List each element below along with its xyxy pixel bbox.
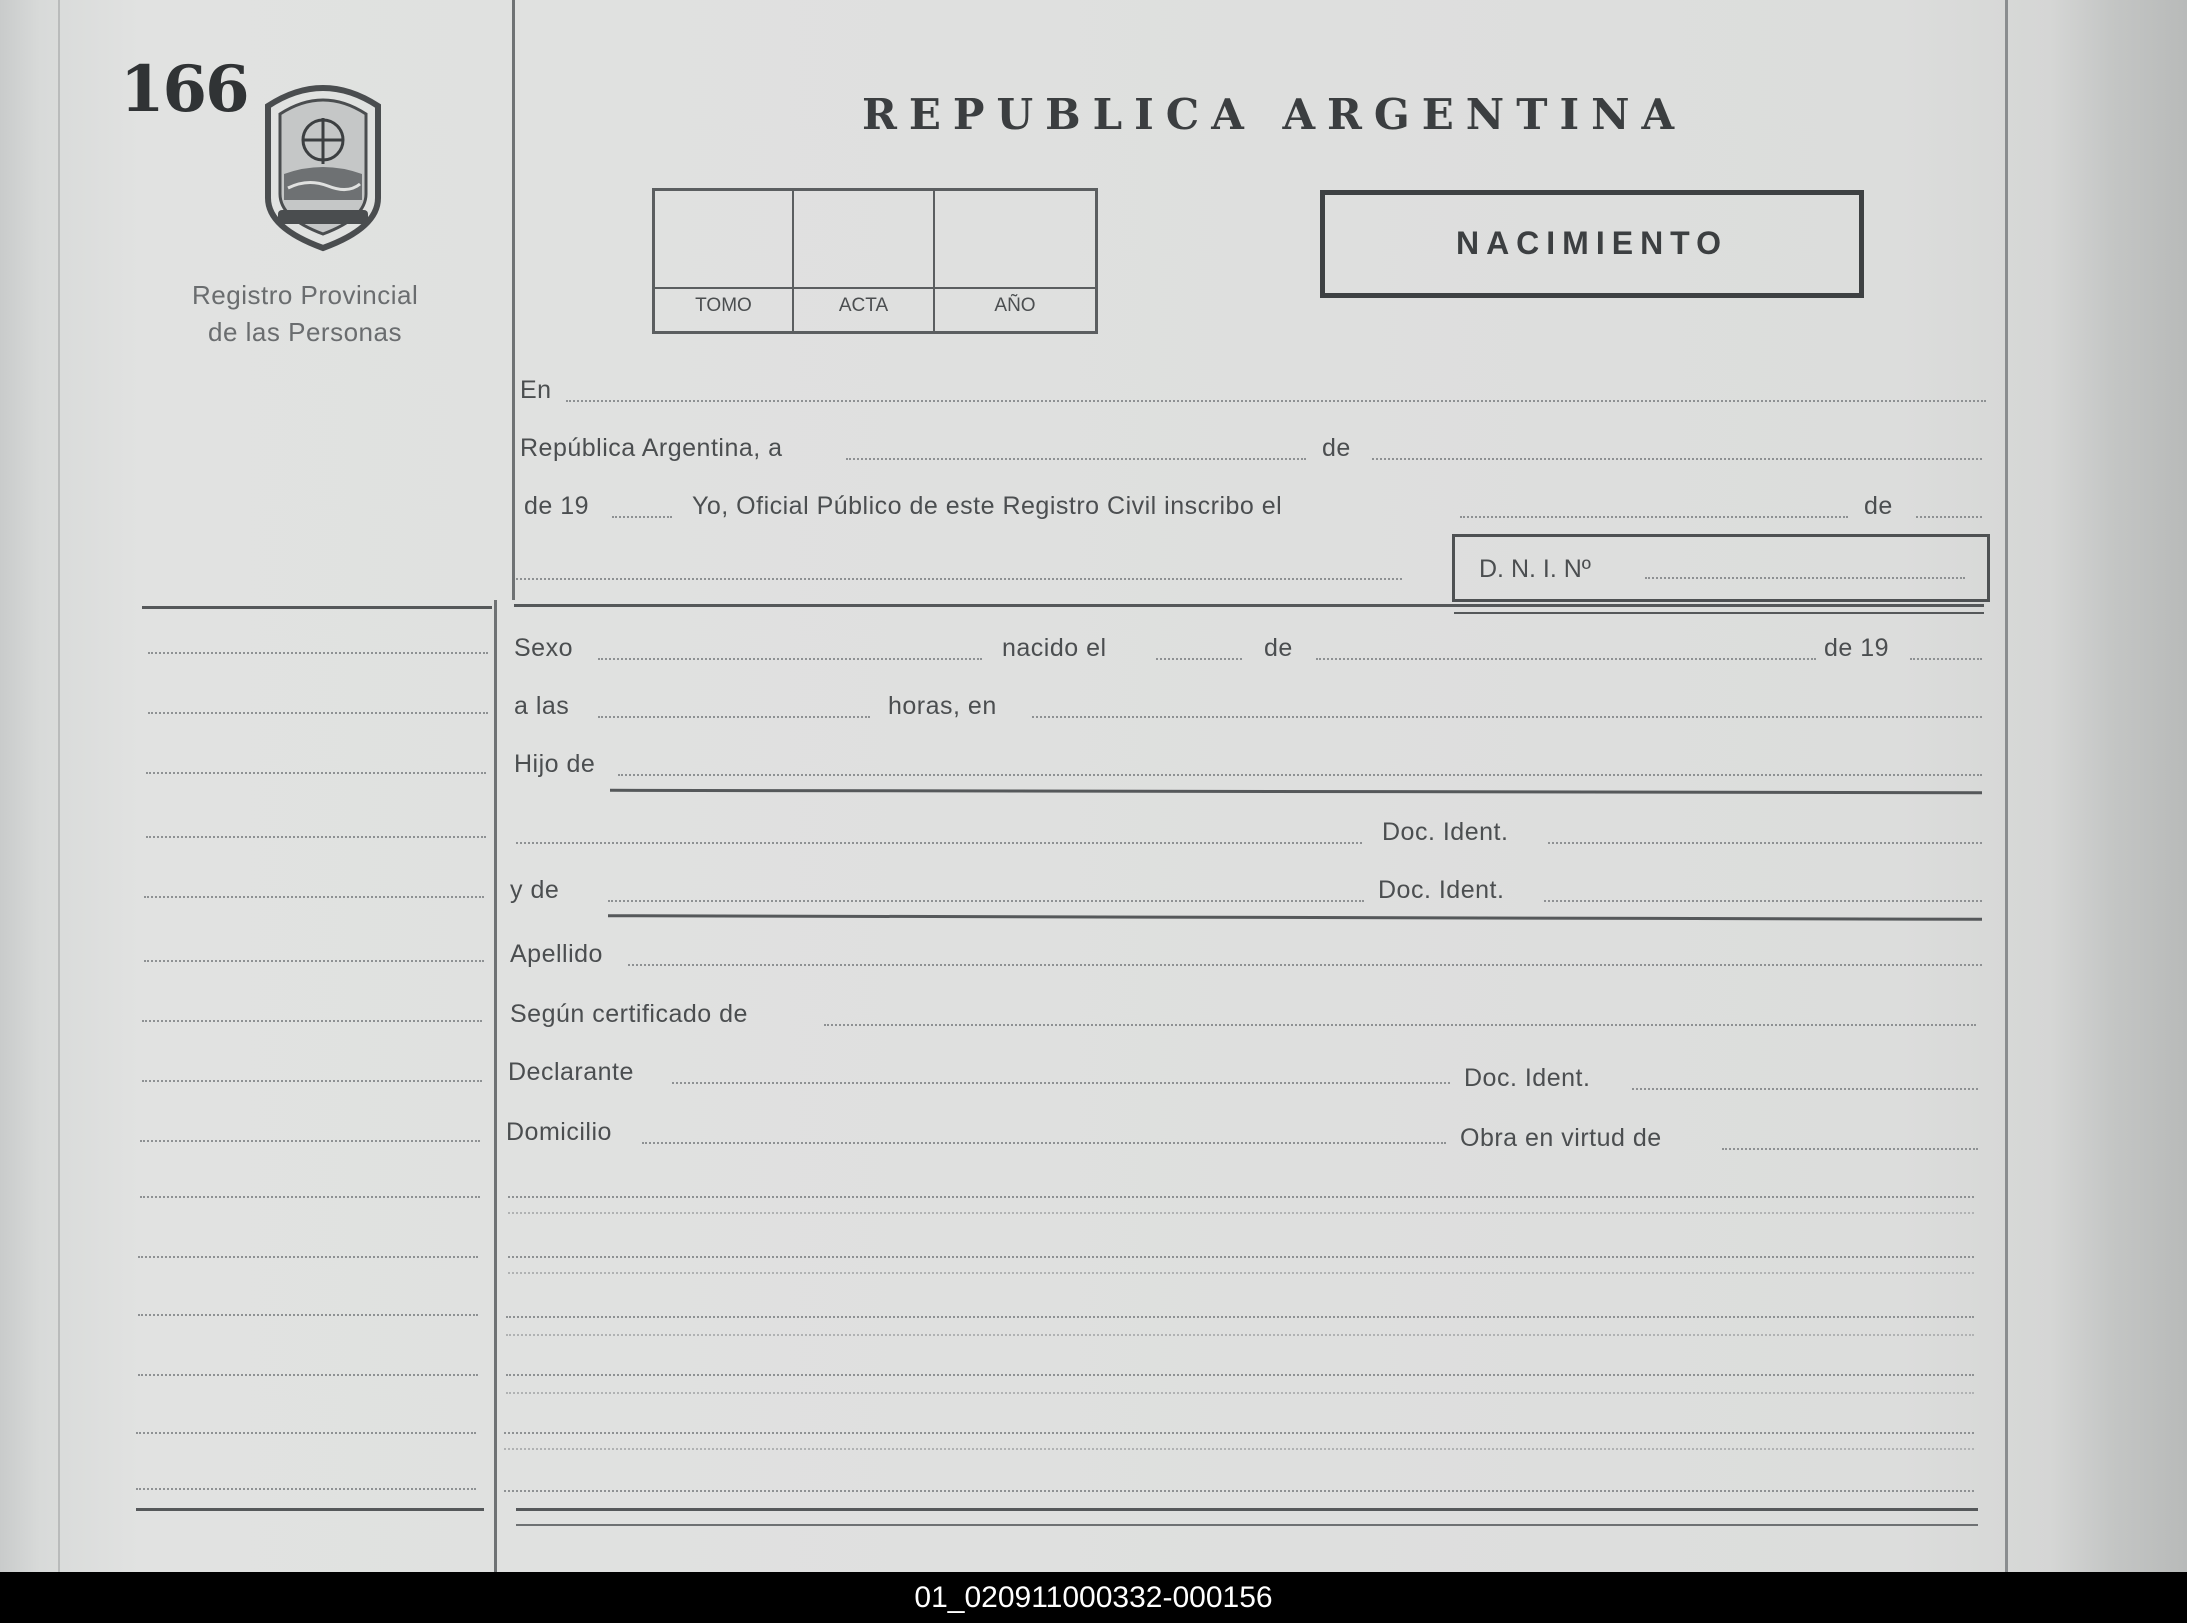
field-label-domicilio: Domicilio bbox=[506, 1118, 612, 1146]
field-label-segun-certificado: Según certificado de bbox=[510, 1000, 748, 1028]
right-border-line bbox=[2005, 0, 2008, 1572]
field-label-doc-ident-1: Doc. Ident. bbox=[1382, 818, 1509, 846]
field-label-declarante: Declarante bbox=[508, 1058, 634, 1086]
margin-line bbox=[148, 712, 488, 714]
field-line-obra-en-virtud[interactable] bbox=[1722, 1148, 1978, 1150]
field-label-obra-en-virtud: Obra en virtud de bbox=[1460, 1124, 1662, 1152]
field-label-de19-2: de 19 bbox=[1824, 634, 1890, 662]
coat-of-arms-seal-icon bbox=[248, 78, 398, 253]
field-label-de-3: de bbox=[1264, 634, 1293, 662]
notes-line[interactable] bbox=[504, 1432, 1974, 1434]
country-title: REPUBLICA ARGENTINA bbox=[862, 90, 1687, 139]
field-line-birth-year[interactable] bbox=[1910, 658, 1982, 660]
margin-line bbox=[144, 896, 484, 898]
field-label-doc-ident-2: Doc. Ident. bbox=[1378, 876, 1505, 904]
acta-label: ACTA bbox=[838, 295, 889, 316]
act-type-label: NACIMIENTO bbox=[1455, 225, 1729, 261]
notes-line[interactable] bbox=[504, 1490, 1974, 1492]
field-label-republica: República Argentina, a bbox=[520, 434, 783, 462]
field-label-y-de: y de bbox=[510, 876, 560, 904]
parent1-rule bbox=[610, 789, 1982, 794]
page-number: 166 bbox=[120, 52, 248, 127]
registry-name-line2: de las Personas bbox=[208, 317, 402, 347]
margin-line bbox=[142, 1080, 482, 1082]
tomo-label: TOMO bbox=[695, 295, 752, 316]
field-line-parent1-name[interactable] bbox=[516, 842, 1362, 844]
field-label-dni: D. N. I. Nº bbox=[1479, 555, 1591, 583]
field-line-doc-ident-1[interactable] bbox=[1548, 842, 1982, 844]
field-label-doc-ident-3: Doc. Ident. bbox=[1464, 1064, 1591, 1092]
field-line-certificado[interactable] bbox=[824, 1024, 1976, 1026]
bottom-rule bbox=[516, 1508, 1978, 1511]
notes-line[interactable] bbox=[506, 1316, 1974, 1318]
header-divider-line bbox=[512, 0, 515, 600]
field-line-year[interactable] bbox=[612, 516, 672, 518]
margin-line bbox=[140, 1140, 480, 1142]
field-label-a-las: a las bbox=[514, 692, 570, 720]
record-number-box bbox=[652, 188, 1098, 334]
notes-line[interactable] bbox=[508, 1272, 1974, 1274]
notes-line[interactable] bbox=[508, 1256, 1974, 1258]
act-type-box bbox=[1320, 190, 1864, 298]
field-line-inscribo[interactable] bbox=[1460, 516, 1848, 518]
field-line-birth-month[interactable] bbox=[1316, 658, 1816, 660]
field-label-horas-en: horas, en bbox=[888, 692, 997, 720]
margin-top-rule bbox=[142, 606, 492, 609]
section-rule-secondary bbox=[1454, 612, 1984, 614]
margin-divider-line bbox=[494, 600, 497, 1572]
dni-box bbox=[1452, 534, 1990, 602]
field-line-hour[interactable] bbox=[598, 716, 870, 718]
field-label-de-month: de bbox=[1322, 434, 1351, 462]
registry-name-line1: Registro Provincial bbox=[192, 280, 419, 310]
field-line-apellido[interactable] bbox=[628, 964, 1982, 966]
margin-line bbox=[138, 1256, 478, 1258]
field-label-oficial-publico: Yo, Oficial Público de este Registro Civil inscribo el bbox=[692, 492, 1283, 520]
field-line-name[interactable] bbox=[516, 578, 1402, 580]
margin-line bbox=[146, 772, 486, 774]
margin-bottom-rule bbox=[136, 1508, 484, 1511]
field-line-doc-ident-3[interactable] bbox=[1632, 1088, 1978, 1090]
field-line-dni[interactable] bbox=[1645, 577, 1965, 579]
margin-line bbox=[136, 1432, 476, 1434]
document-id-bar: 01_020911000332-000156 bbox=[0, 1572, 2187, 1623]
notes-line[interactable] bbox=[508, 1212, 1974, 1214]
field-label-hijo-de: Hijo de bbox=[514, 750, 596, 778]
field-line-place[interactable] bbox=[1032, 716, 1982, 718]
notes-line[interactable] bbox=[506, 1392, 1974, 1394]
field-label-en: En bbox=[520, 376, 552, 404]
notes-line[interactable] bbox=[504, 1448, 1974, 1450]
margin-line bbox=[138, 1374, 478, 1376]
field-label-nacido-el: nacido el bbox=[1002, 634, 1107, 662]
field-line-hijo-de[interactable] bbox=[618, 774, 1982, 776]
field-line-doc-ident-2[interactable] bbox=[1544, 900, 1982, 902]
notes-line[interactable] bbox=[506, 1374, 1974, 1376]
field-label-apellido: Apellido bbox=[510, 940, 603, 968]
field-line-birth-day[interactable] bbox=[1156, 658, 1242, 660]
left-fold-line bbox=[58, 0, 60, 1572]
field-line-month[interactable] bbox=[1372, 458, 1982, 460]
ano-label: AÑO bbox=[994, 295, 1036, 316]
section-rule bbox=[514, 604, 1984, 607]
field-line-day[interactable] bbox=[846, 458, 1306, 460]
margin-line bbox=[140, 1196, 480, 1198]
field-line-parent2-name[interactable] bbox=[608, 900, 1364, 902]
notes-line[interactable] bbox=[508, 1196, 1974, 1198]
field-line-domicilio[interactable] bbox=[642, 1142, 1446, 1144]
margin-line bbox=[142, 1020, 482, 1022]
margin-line bbox=[148, 652, 488, 654]
field-label-de-2: de bbox=[1864, 492, 1893, 520]
field-line-declarante[interactable] bbox=[672, 1082, 1450, 1084]
margin-line bbox=[144, 960, 484, 962]
field-label-sexo: Sexo bbox=[514, 634, 573, 662]
bottom-rule-secondary bbox=[516, 1524, 1978, 1526]
field-line-de-2[interactable] bbox=[1916, 516, 1982, 518]
margin-line bbox=[136, 1488, 476, 1490]
field-line-en[interactable] bbox=[566, 400, 1986, 402]
margin-line bbox=[146, 836, 486, 838]
margin-line bbox=[138, 1314, 478, 1316]
field-line-sexo[interactable] bbox=[598, 658, 982, 660]
notes-line[interactable] bbox=[506, 1334, 1974, 1336]
parent2-rule bbox=[608, 914, 1982, 921]
field-label-de19: de 19 bbox=[524, 492, 590, 520]
